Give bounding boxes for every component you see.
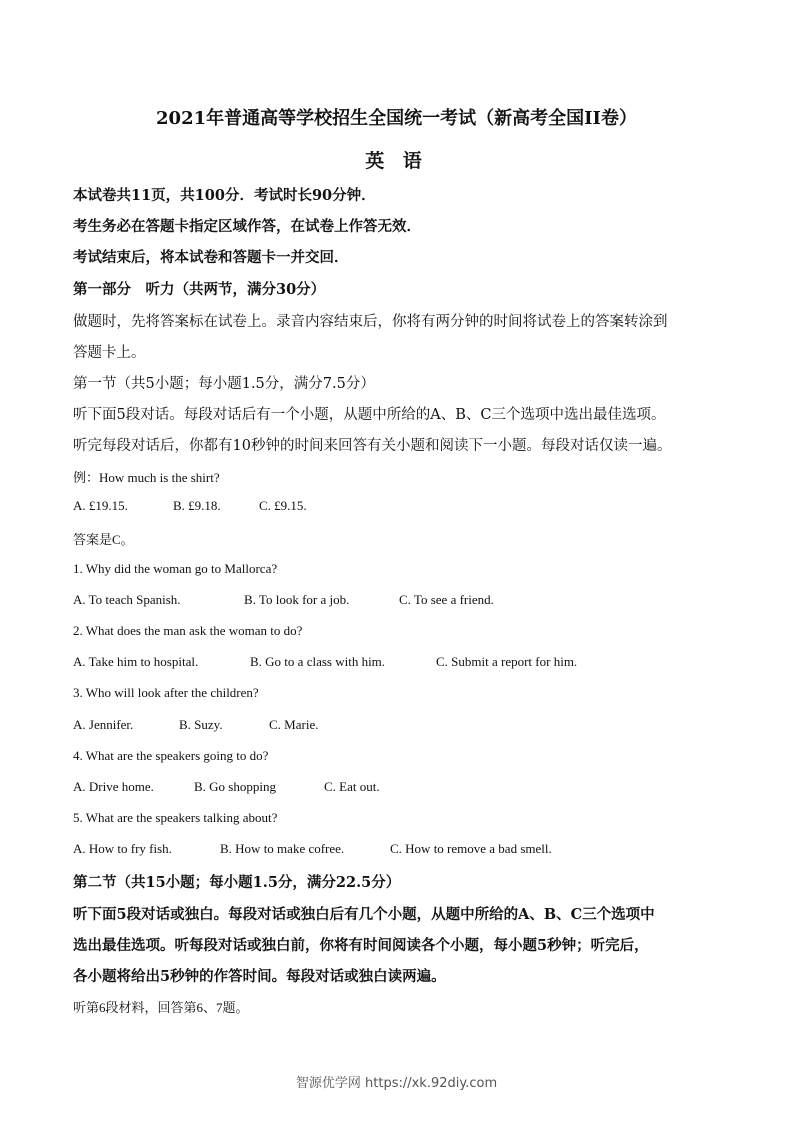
- option-c: C. £9.15.: [259, 498, 307, 513]
- option-a: A. Drive home.: [73, 779, 154, 794]
- note-answer-area: 考生务必在答题卡指定区域作答，在试卷上作答无效．: [73, 218, 421, 235]
- section2-heading: 第二节（共15小题；每小题1.5分，满分22.5分）: [73, 874, 401, 891]
- option-a: A. £19.15.: [73, 498, 128, 513]
- section2-instruction-line1: 听下面5段对话或独白。每段对话或独白后有几个小题，从题中所给的A、B、C三个选项中: [73, 906, 655, 923]
- option-b: B. Suzy.: [179, 717, 223, 732]
- footer-watermark: 智源优学网 https://xk.92diy.com: [295, 1076, 498, 1091]
- option-b: B. £9.18.: [173, 498, 221, 513]
- part1-heading: 第一部分 听力（共两节，满分30分）: [73, 281, 326, 298]
- option-c: C. Submit a report for him.: [436, 654, 578, 669]
- option-b: B. Go shopping: [194, 779, 276, 794]
- option-a: A. To teach Spanish.: [73, 592, 181, 607]
- option-a: A. Take him to hospital.: [73, 654, 199, 669]
- option-b: B. To look for a job.: [244, 592, 350, 607]
- part1-instruction-line1: 做题时，先将答案标在试卷上。录音内容结束后，你将有两分钟的时间将试卷上的答案转涂到: [73, 314, 668, 330]
- option-c: C. Marie.: [269, 717, 319, 732]
- part1-instruction-line2: 答题卡上。: [73, 345, 146, 361]
- option-c: C. Eat out.: [324, 779, 380, 794]
- question-3: 3. Who will look after the children?: [73, 685, 259, 700]
- note-pages: 本试卷共11页，共100分．考试时长90分钟．: [73, 187, 376, 204]
- option-b: B. Go to a class with him.: [250, 654, 386, 669]
- example-question: 例：How much is the shirt?: [73, 470, 220, 485]
- subject-title: 英 语: [365, 150, 428, 172]
- option-a: A. How to fry fish.: [73, 841, 172, 856]
- section1-instruction-line2: 听完每段对话后，你都有10秒钟的时间来回答有关小题和阅读下一小题。每段对话仅读一遍。: [73, 438, 672, 454]
- option-b: B. How to make cofree.: [220, 841, 345, 856]
- note-submit: 考试结束后，将本试卷和答题卡一并交回．: [73, 249, 349, 266]
- question-2: 2. What does the man ask the woman to do?: [73, 623, 303, 638]
- question-5: 5. What are the speakers talking about?: [73, 810, 278, 825]
- option-c: C. To see a friend.: [399, 592, 494, 607]
- question-1: 1. Why did the woman go to Mallorca?: [73, 561, 278, 576]
- option-c: C. How to remove a bad smell.: [390, 841, 552, 856]
- exam-title: 2021年普通高等学校招生全国统一考试（新高考全国II卷）: [156, 108, 637, 129]
- section2-instruction-line3: 各小题将给出5秒钟的作答时间。每段对话或独白读两遍。: [73, 968, 446, 985]
- listen-note: 听第6段材料，回答第6、7题。: [73, 1000, 249, 1015]
- example-answer: 答案是C。: [73, 532, 134, 547]
- section1-heading: 第一节（共5小题；每小题1.5分，满分7.5分）: [73, 376, 375, 392]
- section2-instruction-line2: 选出最佳选项。听每段对话或独白前，你将有时间阅读各个小题，每小题5秒钟；听完后，: [73, 937, 649, 954]
- option-a: A. Jennifer.: [73, 717, 134, 732]
- question-4: 4. What are the speakers going to do?: [73, 748, 269, 763]
- section1-instruction-line1: 听下面5段对话。每段对话后有一个小题，从题中所给的A、B、C三个选项中选出最佳选项。: [73, 407, 666, 423]
